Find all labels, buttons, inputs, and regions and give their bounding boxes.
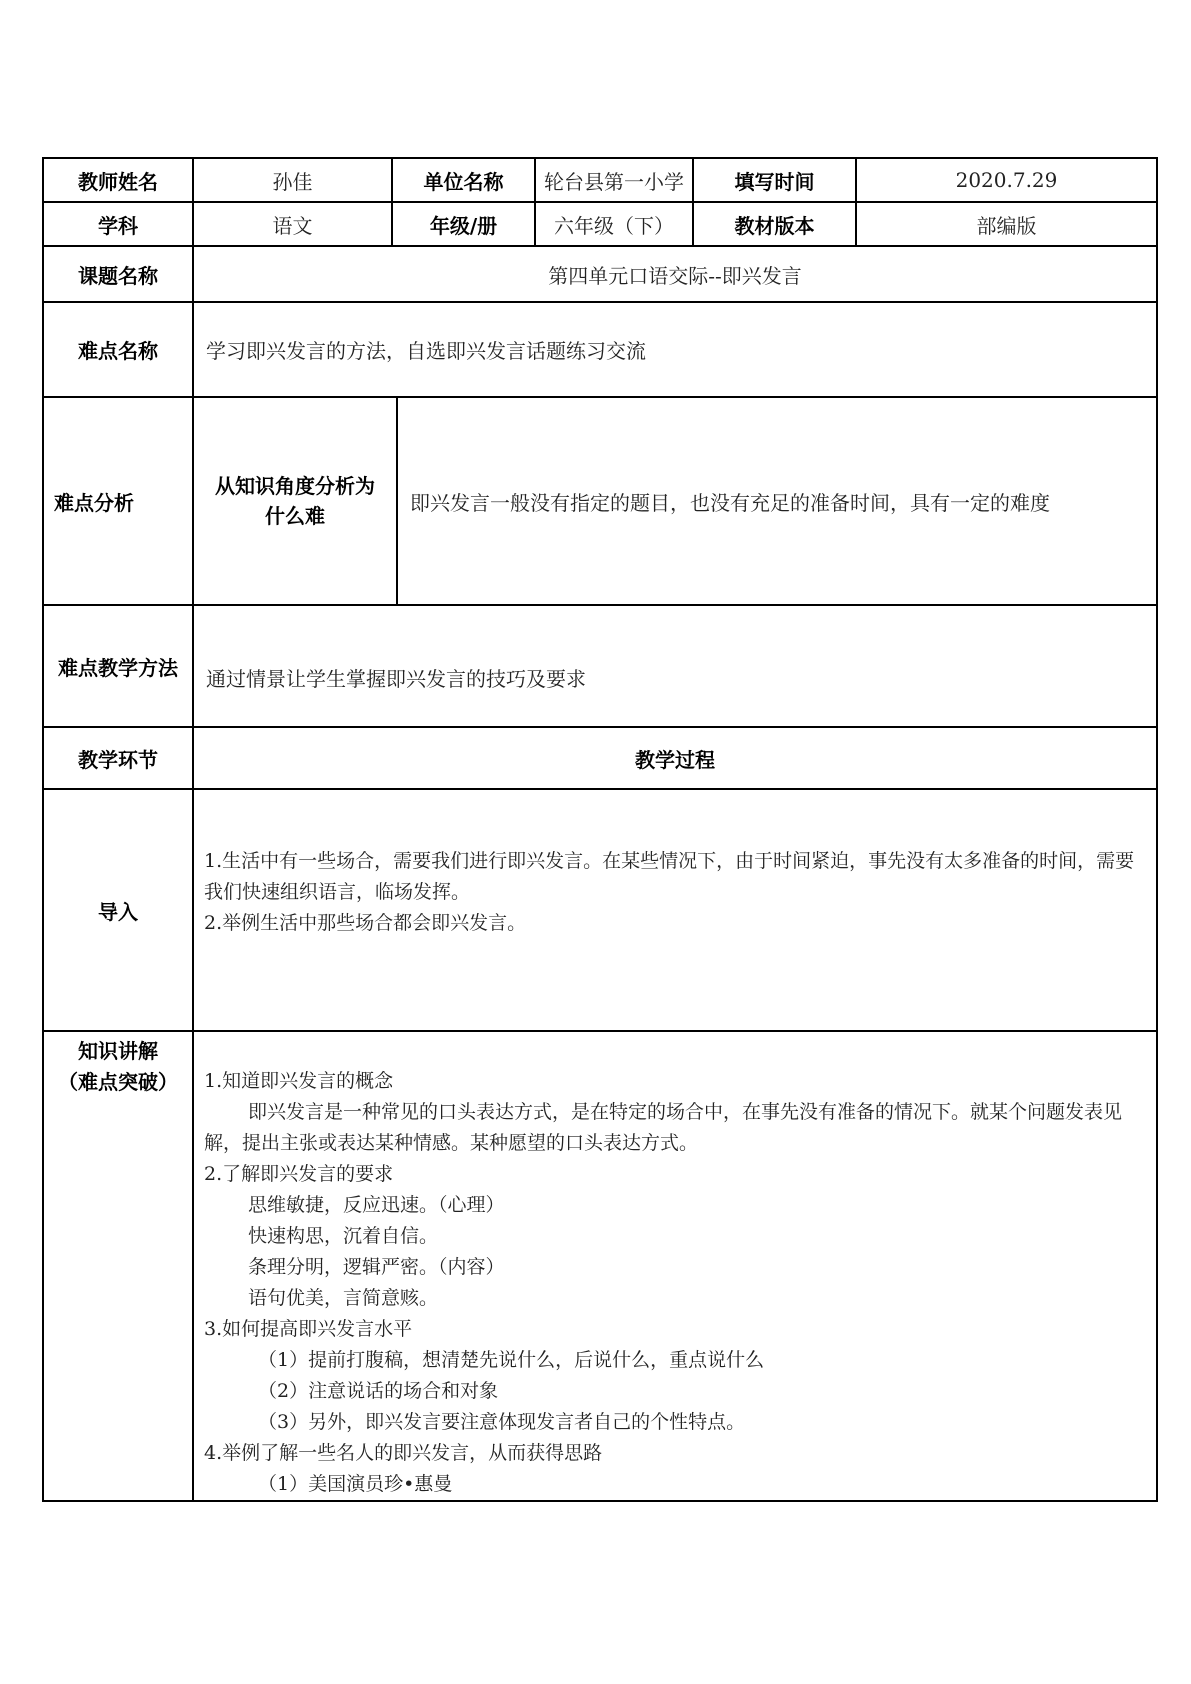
edition-label: 教材版本 [693, 202, 856, 246]
analysis-value: 即兴发言一般没有指定的题目，也没有充足的准备时间，具有一定的难度 [397, 397, 1157, 605]
knowledge-line: 3.如何提高即兴发言水平 [204, 1318, 413, 1340]
grade-label: 年级/册 [392, 202, 535, 246]
difficulty-label: 难点名称 [43, 302, 193, 397]
intro-label: 导入 [43, 789, 193, 1031]
knowledge-line: （1）美国演员珍•惠曼 [258, 1473, 453, 1495]
topic-row [43, 246, 1157, 302]
intro-line-1: 1.生活中有一些场合，需要我们进行即兴发言。在某些情况下，由于时间紧迫，事先没有太多准备的时间，需要我们快速组织语言，临场发挥。 [204, 850, 1135, 903]
subject-label: 学科 [43, 202, 193, 246]
analysis-label: 难点分析 [43, 397, 193, 605]
difficulty-row [43, 302, 1157, 397]
header-row-1 [43, 158, 1157, 202]
unit-label: 单位名称 [392, 158, 535, 202]
knowledge-line: 1.知道即兴发言的概念 [204, 1070, 394, 1092]
process-header-row [43, 727, 1157, 789]
process-content-header: 教学过程 [193, 727, 1157, 789]
knowledge-row [43, 1031, 1157, 1501]
difficulty-value: 学习即兴发言的方法，自选即兴发言话题练习交流 [193, 302, 1157, 397]
knowledge-label-cell [43, 1031, 193, 1501]
knowledge-line: （3）另外，即兴发言要注意体现发言者自己的个性特点。 [258, 1411, 746, 1433]
method-label: 难点教学方法 [43, 605, 193, 727]
knowledge-line: 快速构思，沉着自信。 [248, 1225, 439, 1247]
method-row [43, 605, 1157, 727]
lesson-plan-sheet [42, 157, 1156, 1502]
knowledge-line: 条理分明，逻辑严密。（内容） [248, 1256, 505, 1278]
lesson-plan-table [42, 157, 1158, 1502]
header-row-2 [43, 202, 1157, 246]
knowledge-line: （2）注意说话的场合和对象 [258, 1380, 499, 1402]
method-value: 通过情景让学生掌握即兴发言的技巧及要求 [193, 605, 1157, 727]
knowledge-line: 即兴发言是一种常见的口头表达方式，是在特定的场合中，在事先没有准备的情况下。就某个问题发表见解，提出主张或表达某种情感。某种愿望的口头表达方式。 [204, 1101, 1123, 1154]
intro-content [193, 789, 1157, 1031]
knowledge-line: 2.了解即兴发言的要求 [204, 1163, 394, 1185]
knowledge-line: 语句优美，言简意赅。 [248, 1287, 439, 1309]
knowledge-line: 思维敏捷，反应迅速。（心理） [248, 1194, 505, 1216]
intro-row [43, 789, 1157, 1031]
process-step-header: 教学环节 [43, 727, 193, 789]
topic-value: 第四单元口语交际--即兴发言 [193, 246, 1157, 302]
knowledge-line: （1）提前打腹稿，想清楚先说什么，后说什么，重点说什么 [258, 1349, 765, 1371]
subject-value: 语文 [193, 202, 392, 246]
unit-value: 轮台县第一小学 [535, 158, 693, 202]
date-value: 2020.7.29 [856, 158, 1157, 202]
topic-label: 课题名称 [43, 246, 193, 302]
edition-value: 部编版 [856, 202, 1157, 246]
analysis-sub-label: 从知识角度分析为什么难 [193, 397, 397, 605]
knowledge-line: 4.举例了解一些名人的即兴发言，从而获得思路 [204, 1442, 603, 1464]
date-label: 填写时间 [693, 158, 856, 202]
analysis-row [43, 397, 1157, 605]
knowledge-label: 知识讲解 [78, 1039, 158, 1063]
knowledge-sublabel: （难点突破） [58, 1070, 178, 1094]
knowledge-content [193, 1031, 1157, 1501]
intro-line-2: 2.举例生活中那些场合都会即兴发言。 [204, 912, 527, 934]
teacher-value: 孙佳 [193, 158, 392, 202]
grade-value: 六年级（下） [535, 202, 693, 246]
teacher-label: 教师姓名 [43, 158, 193, 202]
